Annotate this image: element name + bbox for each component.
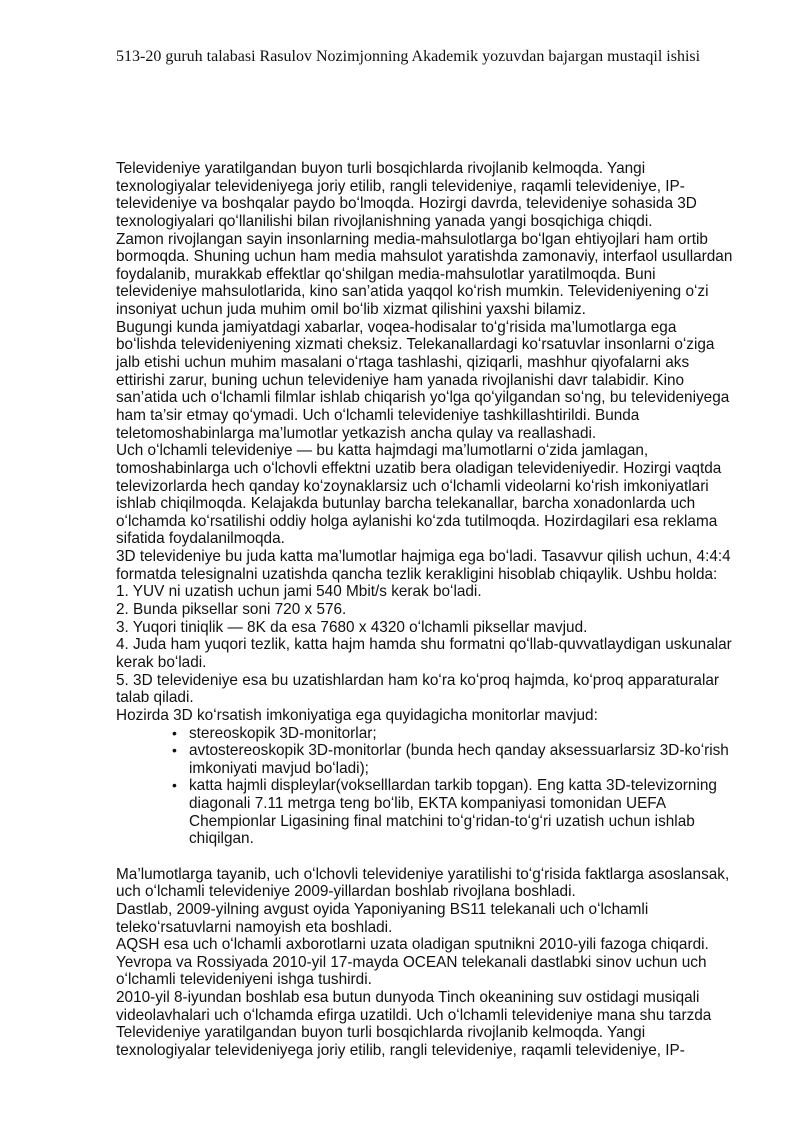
text-line: chiqilgan. (189, 830, 254, 848)
text-line: imkoniyati mavjud boʻladi); (189, 759, 369, 777)
text-line: 3D televideniye bu juda katta ma’lumotlar hajmiga ega boʻladi. Tasavvur qilish uchun, 4:4:4 (116, 548, 731, 566)
bullet-icon: • (172, 724, 177, 741)
text-line: Uch oʻlchamli televideniye — bu katta hajmdagi ma’lumotlarni oʻzida jamlagan, (116, 442, 649, 460)
text-line: 5. 3D televideniye esa bu uzatishlardan ham koʻra koʻproq hajmda, koʻproq apparaturalar (116, 671, 720, 689)
bullet-item (116, 777, 756, 848)
text-line: ham ta’sir etmay qoʻymadi. Uch oʻlchamli televideniye tashkillashtirildi. Bunda (116, 406, 640, 424)
body-block-2 (116, 866, 756, 1060)
text-line: videolavhalari uch oʻlchamda efirga uzatildi. Uch oʻlchamli televideniye mana shu tarzda (116, 1006, 712, 1024)
text-line: Televideniye yaratilgandan buyon turli bosqichlarda rivojlanib kelmoqda. Yangi (116, 160, 646, 177)
paragraph-gap (116, 848, 756, 866)
text-line: ettirishi zarur, buning uchun televideniye ham yanada rivojlanishi davr talabidir. Kino (116, 371, 685, 389)
text-line: stereoskopik 3D-monitorlar; (189, 724, 377, 742)
text-line: 4. Juda ham yuqori tezlik, katta hajm hamda shu formatni qoʻllab-quvvatlaydigan uskunalar (116, 636, 732, 654)
text-line: teletomoshabinlarga ma’lumotlar yetkazish ancha qulay va reallashadi. (116, 424, 597, 442)
bullet-text (173, 777, 756, 848)
text-line: sifatida foydalanilmoqda. (116, 530, 285, 548)
text-line: formatda telesignalni uzatishda qancha tezlik kerakligini hisoblab chiqaylik. Ushbu holda: (116, 565, 718, 583)
text-line: Dastlab, 2009-yilning avgust oyida Yaponiyaning BS11 telekanali uch oʻlchamli (116, 900, 649, 918)
text-line: 1. YUV ni uzatish uchun jami 540 Mbit/s kerak boʻladi. (116, 583, 482, 601)
monitor-bullet-list (116, 725, 756, 848)
text-line: ishlab chiqilmoqda. Kelajakda butunlay barcha telekanallar, barcha xonadonlarda uch (116, 495, 696, 513)
text-line: texnologiyalar televideniyega joriy etilib, rangli televideniye, raqamli televideniye, IP- (116, 177, 685, 195)
text-line: televideniye mahsulotlarida, kino san’atida yaqqol koʻrish mumkin. Televideniyening oʻzi (116, 283, 709, 301)
text-line: texnologiyalari qoʻllanilishi bilan rivojlanishning yanada yangi bosqichiga chiqdi. (116, 212, 653, 230)
document-body (116, 160, 756, 1060)
text-line: 3. Yuqori tiniqlik — 8K da esa 7680 x 4320 oʻlchamli piksellar mavjud. (116, 618, 588, 636)
text-line: AQSH esa uch oʻlchamli axborotlarni uzata oladigan sputnikni 2010-yili fazoga chiqardi. (116, 936, 709, 954)
bullet-icon: • (172, 777, 177, 794)
bullet-item (116, 725, 756, 743)
text-line: Bugungi kunda jamiyatdagi xabarlar, voqea-hodisalar toʻgʻrisida ma’lumotlarga ega (116, 318, 677, 336)
bullet-item (116, 742, 756, 777)
text-line: bormoqda. Shuning uchun ham media mahsulot yaratishda zamonaviy, interfaol usullardan (116, 248, 733, 266)
text-line: Yevropa va Rossiyada 2010-yil 17-mayda OCEAN telekanali dastlabki sinov uchun uch (116, 953, 707, 971)
text-line: 2. Bunda piksellar soni 720 x 576. (116, 601, 347, 619)
document-header: 513-20 guruh talabasi Rasulov Nozimjonning Akademik yozuvdan bajargan mustaqil ishisi (116, 48, 701, 65)
text-line: talab qiladi. (116, 689, 194, 707)
text-line: avtostereoskopik 3D-monitorlar (bunda hech qanday aksessuarlarsiz 3D-koʻrish (189, 742, 729, 760)
text-line: uch oʻlchamli televideniye 2009-yillardan boshlab rivojlana boshladi. (116, 883, 576, 901)
text-line: 2010-yil 8-iyundan boshlab esa butun dunyoda Tinch okeanining suv ostidagi musiqali (116, 989, 700, 1007)
text-line: kerak boʻladi. (116, 653, 207, 671)
text-line: foydalanib, murakkab effektlar qoʻshilgan media-mahsulotlar yaratilmoqda. Buni (116, 265, 656, 283)
text-line: televizorlarda hech qanday koʻzoynaklarsiz uch oʻlchamli videolarni koʻrish imkoniyatlari (116, 477, 709, 495)
bullet-icon: • (172, 742, 177, 759)
text-line: oʻlchamda koʻrsatilishi oddiy holga aylanishi koʻzda tutilmoqda. Hozirdagilari esa reklama (116, 512, 718, 530)
text-line: telekoʻrsatuvlarni namoyish eta boshladi. (116, 918, 393, 936)
text-line: oʻlchamli televideniyeni ishga tushirdi. (116, 971, 372, 989)
text-line: Televideniye yaratilgandan buyon turli bosqichlarda rivojlanib kelmoqda. Yangi (116, 1024, 646, 1042)
text-line: Hozirda 3D koʻrsatish imkoniyatiga ega quyidagicha monitorlar mavjud: (116, 706, 598, 724)
bullet-text (173, 725, 756, 743)
text-line: insoniyat uchun juda muhim omil boʻlib xizmat qilishini yaxshi bilamiz. (116, 301, 586, 319)
text-line: texnologiyalar televideniyega joriy etilib, rangli televideniye, raqamli televideniye, IP- (116, 1042, 685, 1060)
text-line: Zamon rivojlangan sayin insonlarning media-mahsulotlarga boʻlgan ehtiyojlari ham ortib (116, 230, 708, 248)
text-line: jalb etishi uchun muhim masalani oʻrtaga tashlashi, qiziqarli, mashhur qiyofalarni aks (116, 354, 690, 372)
text-line: katta hajmli displeylar(vokselllardan tarkib topgan). Eng katta 3D-televizorning (189, 777, 717, 795)
text-line: Chempionlar Ligasining final matchini toʻgʻridan-toʻgʻri uzatish uchun ishlab (189, 812, 695, 830)
bullet-text (173, 742, 756, 777)
text-line: tomoshabinlarga uch oʻlchovli effektni uzatib bera oladigan televideniyedir. Hozirgi vaqtda (116, 459, 722, 477)
text-line: Ma’lumotlarga tayanib, uch oʻlchovli televideniye yaratilishi toʻgʻrisida faktlarga asoslansak, (116, 865, 730, 883)
text-line: boʻlishda televideniyening xizmati cheksiz. Telekanallardagi koʻrsatuvlar insonlarni oʻziga (116, 336, 715, 354)
body-block-1 (116, 160, 756, 725)
text-line: televideniye va boshqalar paydo boʻlmoqda. Hozirgi davrda, televideniye sohasida 3D (116, 195, 697, 213)
text-line: diagonali 7.11 metrga teng boʻlib, EKTA kompaniyasi tomonidan UEFA (189, 795, 667, 813)
text-line: san’atida uch oʻlchamli filmlar ishlab chiqarish yoʻlga qoʻyilgandan soʻng, bu televideniyega (116, 389, 730, 407)
